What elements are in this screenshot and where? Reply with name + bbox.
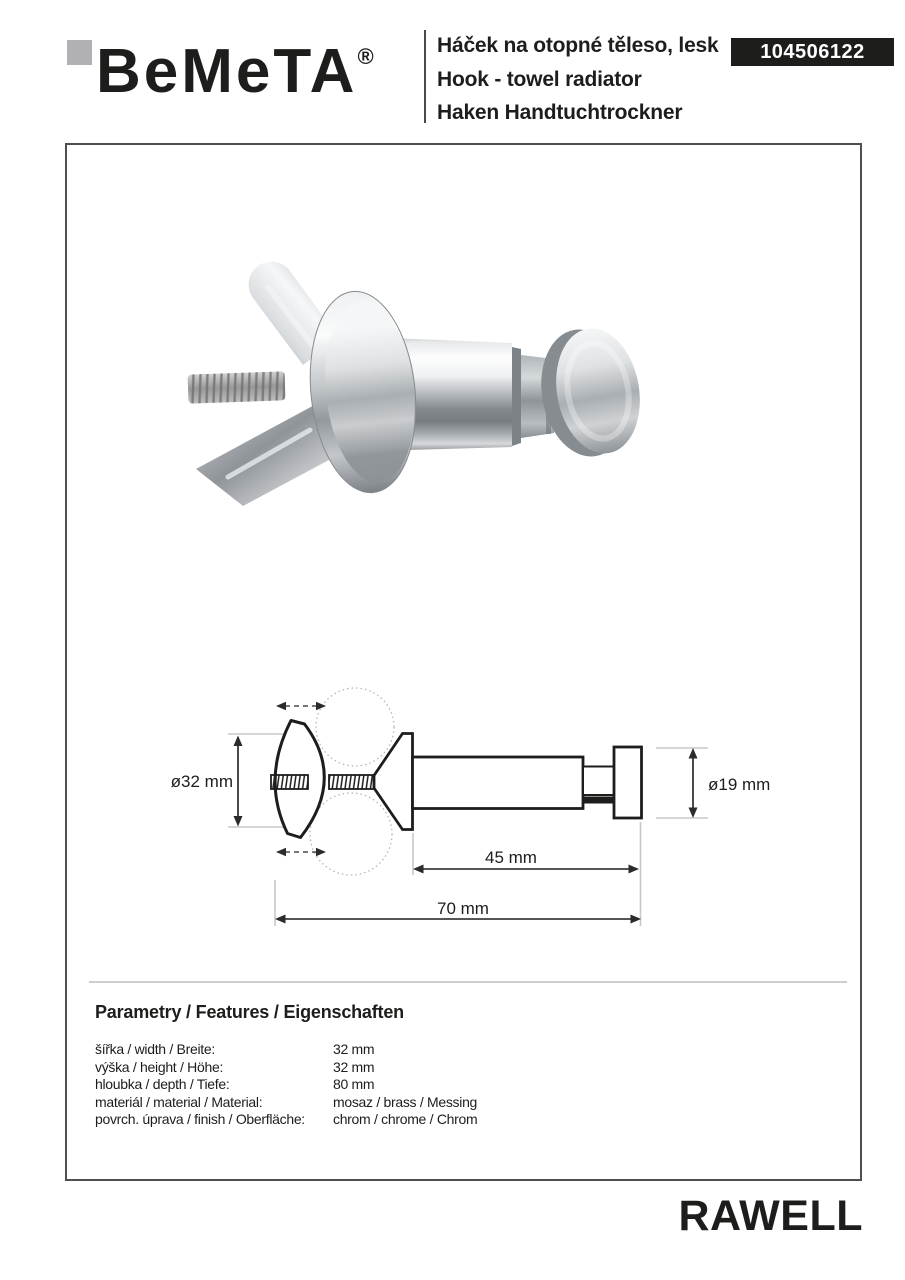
parameters-divider bbox=[89, 981, 847, 983]
param-label: šířka / width / Breite: bbox=[95, 1041, 215, 1057]
neck-bar bbox=[584, 797, 614, 804]
pipe-circle-bottom bbox=[310, 793, 392, 875]
threaded-rod-right bbox=[329, 775, 374, 789]
product-photo bbox=[140, 235, 680, 535]
param-label: povrch. úprava / finish / Oberfläche: bbox=[95, 1111, 305, 1127]
dim-label-width: ø32 mm bbox=[170, 772, 233, 791]
cap-outline bbox=[614, 747, 642, 818]
product-title-en: Hook - towel radiator bbox=[437, 67, 642, 91]
param-value: mosaz / brass / Messing bbox=[333, 1093, 478, 1110]
product-code-badge: 104506122 bbox=[731, 38, 894, 66]
table-row bbox=[95, 1111, 477, 1129]
param-label: výška / height / Höhe: bbox=[95, 1058, 224, 1075]
footer-brand: RAWELL bbox=[678, 1192, 863, 1240]
dim-label-45: 45 mm bbox=[485, 848, 537, 867]
neck-outline bbox=[583, 767, 614, 796]
table-row bbox=[95, 1094, 477, 1112]
table-row bbox=[95, 1059, 477, 1077]
cone-flange bbox=[374, 734, 413, 830]
mount-rod bbox=[188, 371, 286, 403]
param-value: chrom / chrome / Chrom bbox=[333, 1111, 478, 1127]
parameters-table bbox=[95, 1041, 477, 1129]
body-outline bbox=[413, 757, 584, 809]
param-label: materiál / material / Material: bbox=[95, 1093, 263, 1110]
dimension-19 bbox=[689, 748, 698, 818]
dim-label-cap: ø19 mm bbox=[708, 775, 771, 794]
logo-square-icon bbox=[67, 40, 92, 65]
header-divider bbox=[424, 30, 426, 123]
param-label: hloubka / depth / Tiefe: bbox=[95, 1076, 230, 1092]
product-titles bbox=[437, 29, 719, 130]
param-value: 32 mm bbox=[333, 1058, 375, 1075]
brand-logo bbox=[96, 26, 374, 106]
dim-label-70: 70 mm bbox=[437, 899, 489, 918]
threaded-rod-left bbox=[271, 775, 308, 789]
dimension-32 bbox=[234, 736, 243, 827]
brand-logo-text: BeMeTA bbox=[96, 37, 358, 106]
product-title-cs: Háček na otopné těleso, lesk bbox=[437, 34, 719, 57]
table-row bbox=[95, 1076, 477, 1094]
param-value: 32 mm bbox=[333, 1041, 375, 1057]
table-row bbox=[95, 1041, 477, 1059]
registered-trademark-icon: ® bbox=[357, 44, 374, 69]
param-value: 80 mm bbox=[333, 1076, 375, 1092]
product-title-de: Haken Handtuchtrockner bbox=[437, 101, 683, 124]
parameters-heading: Parametry / Features / Eigenschaften bbox=[95, 1002, 404, 1022]
end-cap bbox=[532, 322, 650, 464]
pipe-circle-top bbox=[316, 688, 394, 766]
